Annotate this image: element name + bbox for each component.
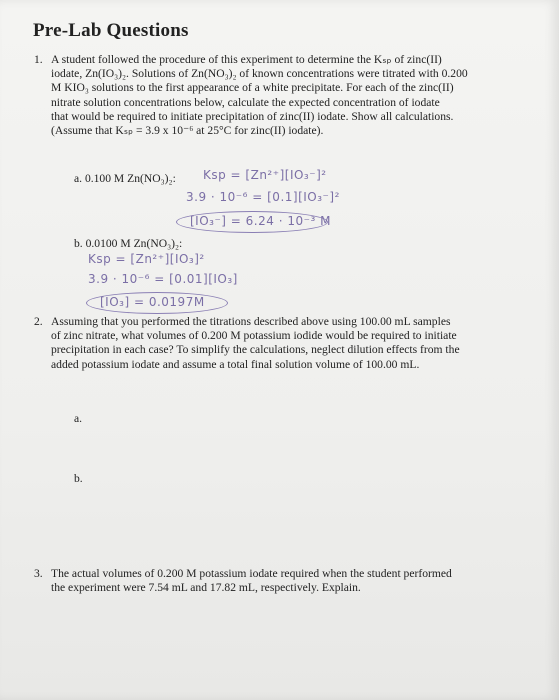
question-3 (34, 567, 534, 597)
question-1-number: 1. (34, 53, 43, 66)
q2-line: precipitation in each case? To simplify the calculations, neglect dilution effects from the (51, 343, 460, 357)
question-3-number: 3. (34, 567, 43, 580)
q2-part-a-label: a. (74, 412, 83, 425)
q1-part-b-label: b. 0.0100 M Zn(NO₃)₂: (74, 237, 183, 250)
question-1 (34, 53, 534, 143)
q1-line: iodate, Zn(IO₃)₂. Solutions of Zn(NO₃)₂ of known concentrations were titrated with 0.200 (51, 67, 468, 81)
q2-part-b-label: b. (74, 472, 83, 485)
q1-line: A student followed the procedure of this experiment to determine the Kₛₚ of zinc(II) (51, 53, 442, 66)
question-1-text (51, 53, 468, 138)
q1-a-work-line: 3.9 · 10⁻⁶ = [0.1][IO₃⁻]² (186, 190, 340, 204)
q2-line: added potassium iodate and assume a total final solution volume of 100.00 mL. (51, 357, 420, 371)
q2-line: Assuming that you performed the titrations described above using 100.00 mL samples (51, 315, 451, 328)
q1-b-answer: [IO₃] = 0.0197M (100, 295, 205, 309)
question-2 (34, 315, 534, 375)
q1-line: that would be required to initiate precipitation of zinc(II) iodate. Show all calculations. (51, 109, 454, 123)
q3-line: The actual volumes of 0.200 M potassium iodate required when the student performed (51, 567, 452, 580)
page-title: Pre-Lab Questions (33, 20, 189, 41)
q1-part-a-label: a. 0.100 M Zn(NO₃)₂: (74, 172, 176, 185)
q1-b-work-line: 3.9 · 10⁻⁶ = [0.01][IO₃] (88, 272, 238, 286)
q2-line: of zinc nitrate, what volumes of 0.200 M potassium iodide would be required to initiate (51, 329, 457, 343)
q1-line: M KIO₃ solutions to the first appearance of a white precipitate. For each of the zinc(II) (51, 81, 454, 95)
q1-line: nitrate solution concentrations below, calculate the expected concentration of iodate (51, 95, 440, 109)
q1-a-answer: [IO₃⁻] = 6.24 · 10⁻³ M (190, 214, 331, 228)
question-3-text (51, 567, 452, 595)
question-2-number: 2. (34, 315, 43, 328)
q1-line: (Assume that Kₛₚ = 3.9 x 10⁻⁶ at 25°C for zinc(II) iodate). (51, 124, 324, 138)
q1-a-work-line: Ksp = [Zn²⁺][IO₃⁻]² (203, 168, 327, 182)
question-2-text (51, 315, 460, 372)
q3-line: the experiment were 7.54 mL and 17.82 mL, respectively. Explain. (51, 581, 361, 595)
q1-b-work-line: Ksp = [Zn²⁺][IO₃]² (88, 252, 205, 266)
